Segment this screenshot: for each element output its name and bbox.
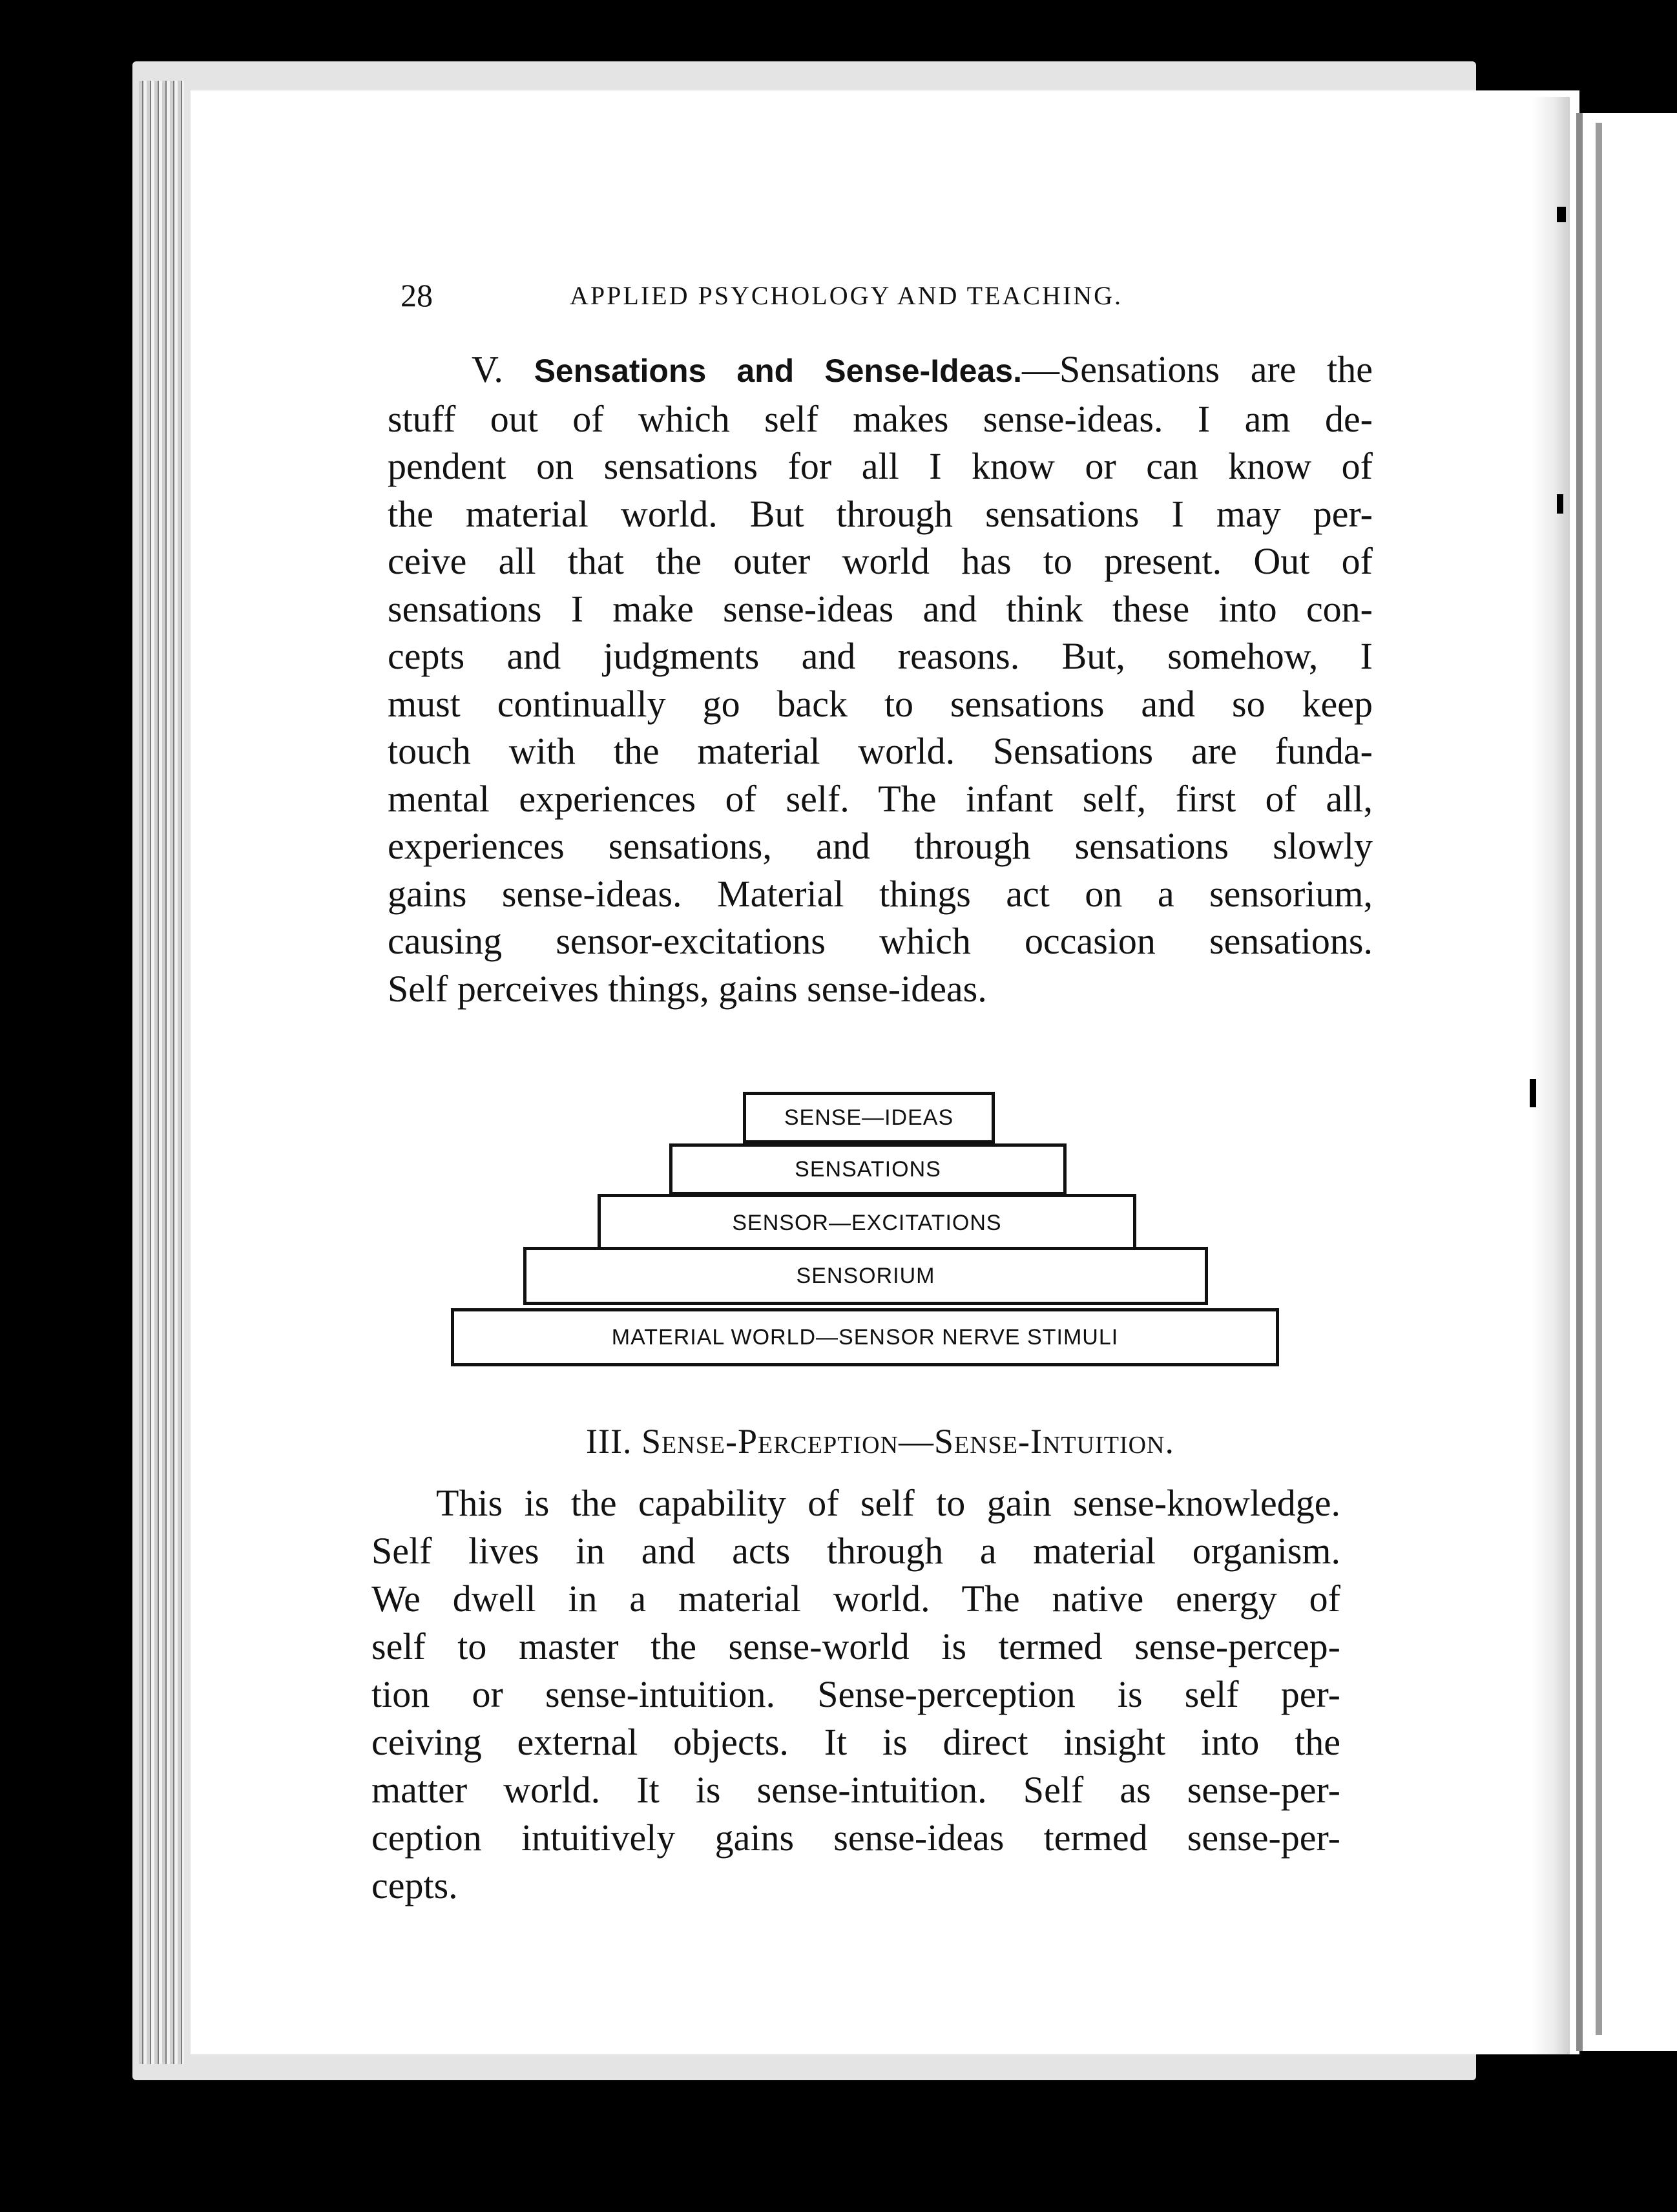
- section-title: Sensations and Sense-Ideas.: [534, 353, 1022, 389]
- text-line: Self lives in and acts through a material organism.: [371, 1530, 1340, 1572]
- text-line: experiences sensations, and through sensations slowly: [388, 825, 1373, 867]
- facing-page-gutter-line: [1596, 123, 1602, 2035]
- text-line: ception intuitively gains sense-ideas termed sense-per-: [371, 1817, 1340, 1859]
- text-line: cepts and judgments and reasons. But, somehow, I: [388, 635, 1373, 677]
- pyramid-step-sensor-excitations: SENSOR—EXCITATIONS: [598, 1194, 1136, 1252]
- text-line: mental experiences of self. The infant self, first of all,: [388, 777, 1373, 820]
- text-line: We dwell in a material world. The native energy of: [371, 1578, 1340, 1620]
- pyramid-step-material-world: MATERIAL WORLD—SENSOR NERVE STIMULI: [451, 1308, 1279, 1366]
- text-line: self to master the sense-world is termed sense-percep-: [371, 1625, 1340, 1667]
- text-line: ceive all that the outer world has to present. Out of: [388, 540, 1373, 582]
- page-edges: [139, 81, 184, 2064]
- text-line: Self perceives things, gains sense-ideas.: [388, 967, 987, 1010]
- page-number: 28: [401, 277, 433, 313]
- text-line: pendent on sensations for all I know or can know of: [388, 445, 1373, 487]
- text-line: cepts.: [371, 1864, 458, 1906]
- pyramid-step-sensations: SENSATIONS: [669, 1143, 1067, 1195]
- text-line: the material world. But through sensations I may per-: [388, 492, 1373, 535]
- scan-mark: [1557, 207, 1566, 222]
- pyramid-step-sensorium: SENSORIUM: [523, 1247, 1208, 1305]
- gutter-shadow: [1531, 97, 1570, 2054]
- paragraph-sense-perception: [371, 1479, 1340, 1910]
- scan-mark: [1557, 494, 1563, 514]
- text-line: sensations I make sense-ideas and think these into con-: [388, 587, 1373, 630]
- text-line: matter world. It is sense-intuition. Self as sense-per-: [371, 1769, 1340, 1811]
- running-title: APPLIED PSYCHOLOGY AND TEACHING.: [570, 281, 1123, 310]
- text-line: This is the capability of self to gain sense-knowledge.: [436, 1482, 1340, 1524]
- section-numeral: V.: [472, 348, 503, 390]
- text-line: stuff out of which self makes sense-ideas. I am de-: [388, 397, 1373, 440]
- text-line: touch with the material world. Sensations are funda-: [388, 730, 1373, 772]
- scan-mark: [1530, 1079, 1536, 1107]
- running-head: [401, 276, 1221, 315]
- paragraph-sensations: [388, 346, 1373, 1012]
- text-line: [388, 346, 1373, 395]
- text-line: gains sense-ideas. Material things act on a sensorium,: [388, 872, 1373, 915]
- text-line: causing sensor-excitations which occasion sensations.: [388, 920, 1373, 962]
- section-heading: III. Sense-Perception—Sense-Intuition.: [586, 1422, 1174, 1461]
- text-line: must continually go back to sensations and so keep: [388, 682, 1373, 725]
- text-line: tion or sense-intuition. Sense-perception is self per-: [371, 1673, 1340, 1715]
- text-line: ceiving external objects. It is direct insight into the: [371, 1721, 1340, 1763]
- facing-page-edge: [1576, 113, 1677, 2051]
- pyramid-step-sense-ideas: SENSE—IDEAS: [743, 1092, 995, 1143]
- text-line-content: —Sensations are the: [1021, 348, 1373, 390]
